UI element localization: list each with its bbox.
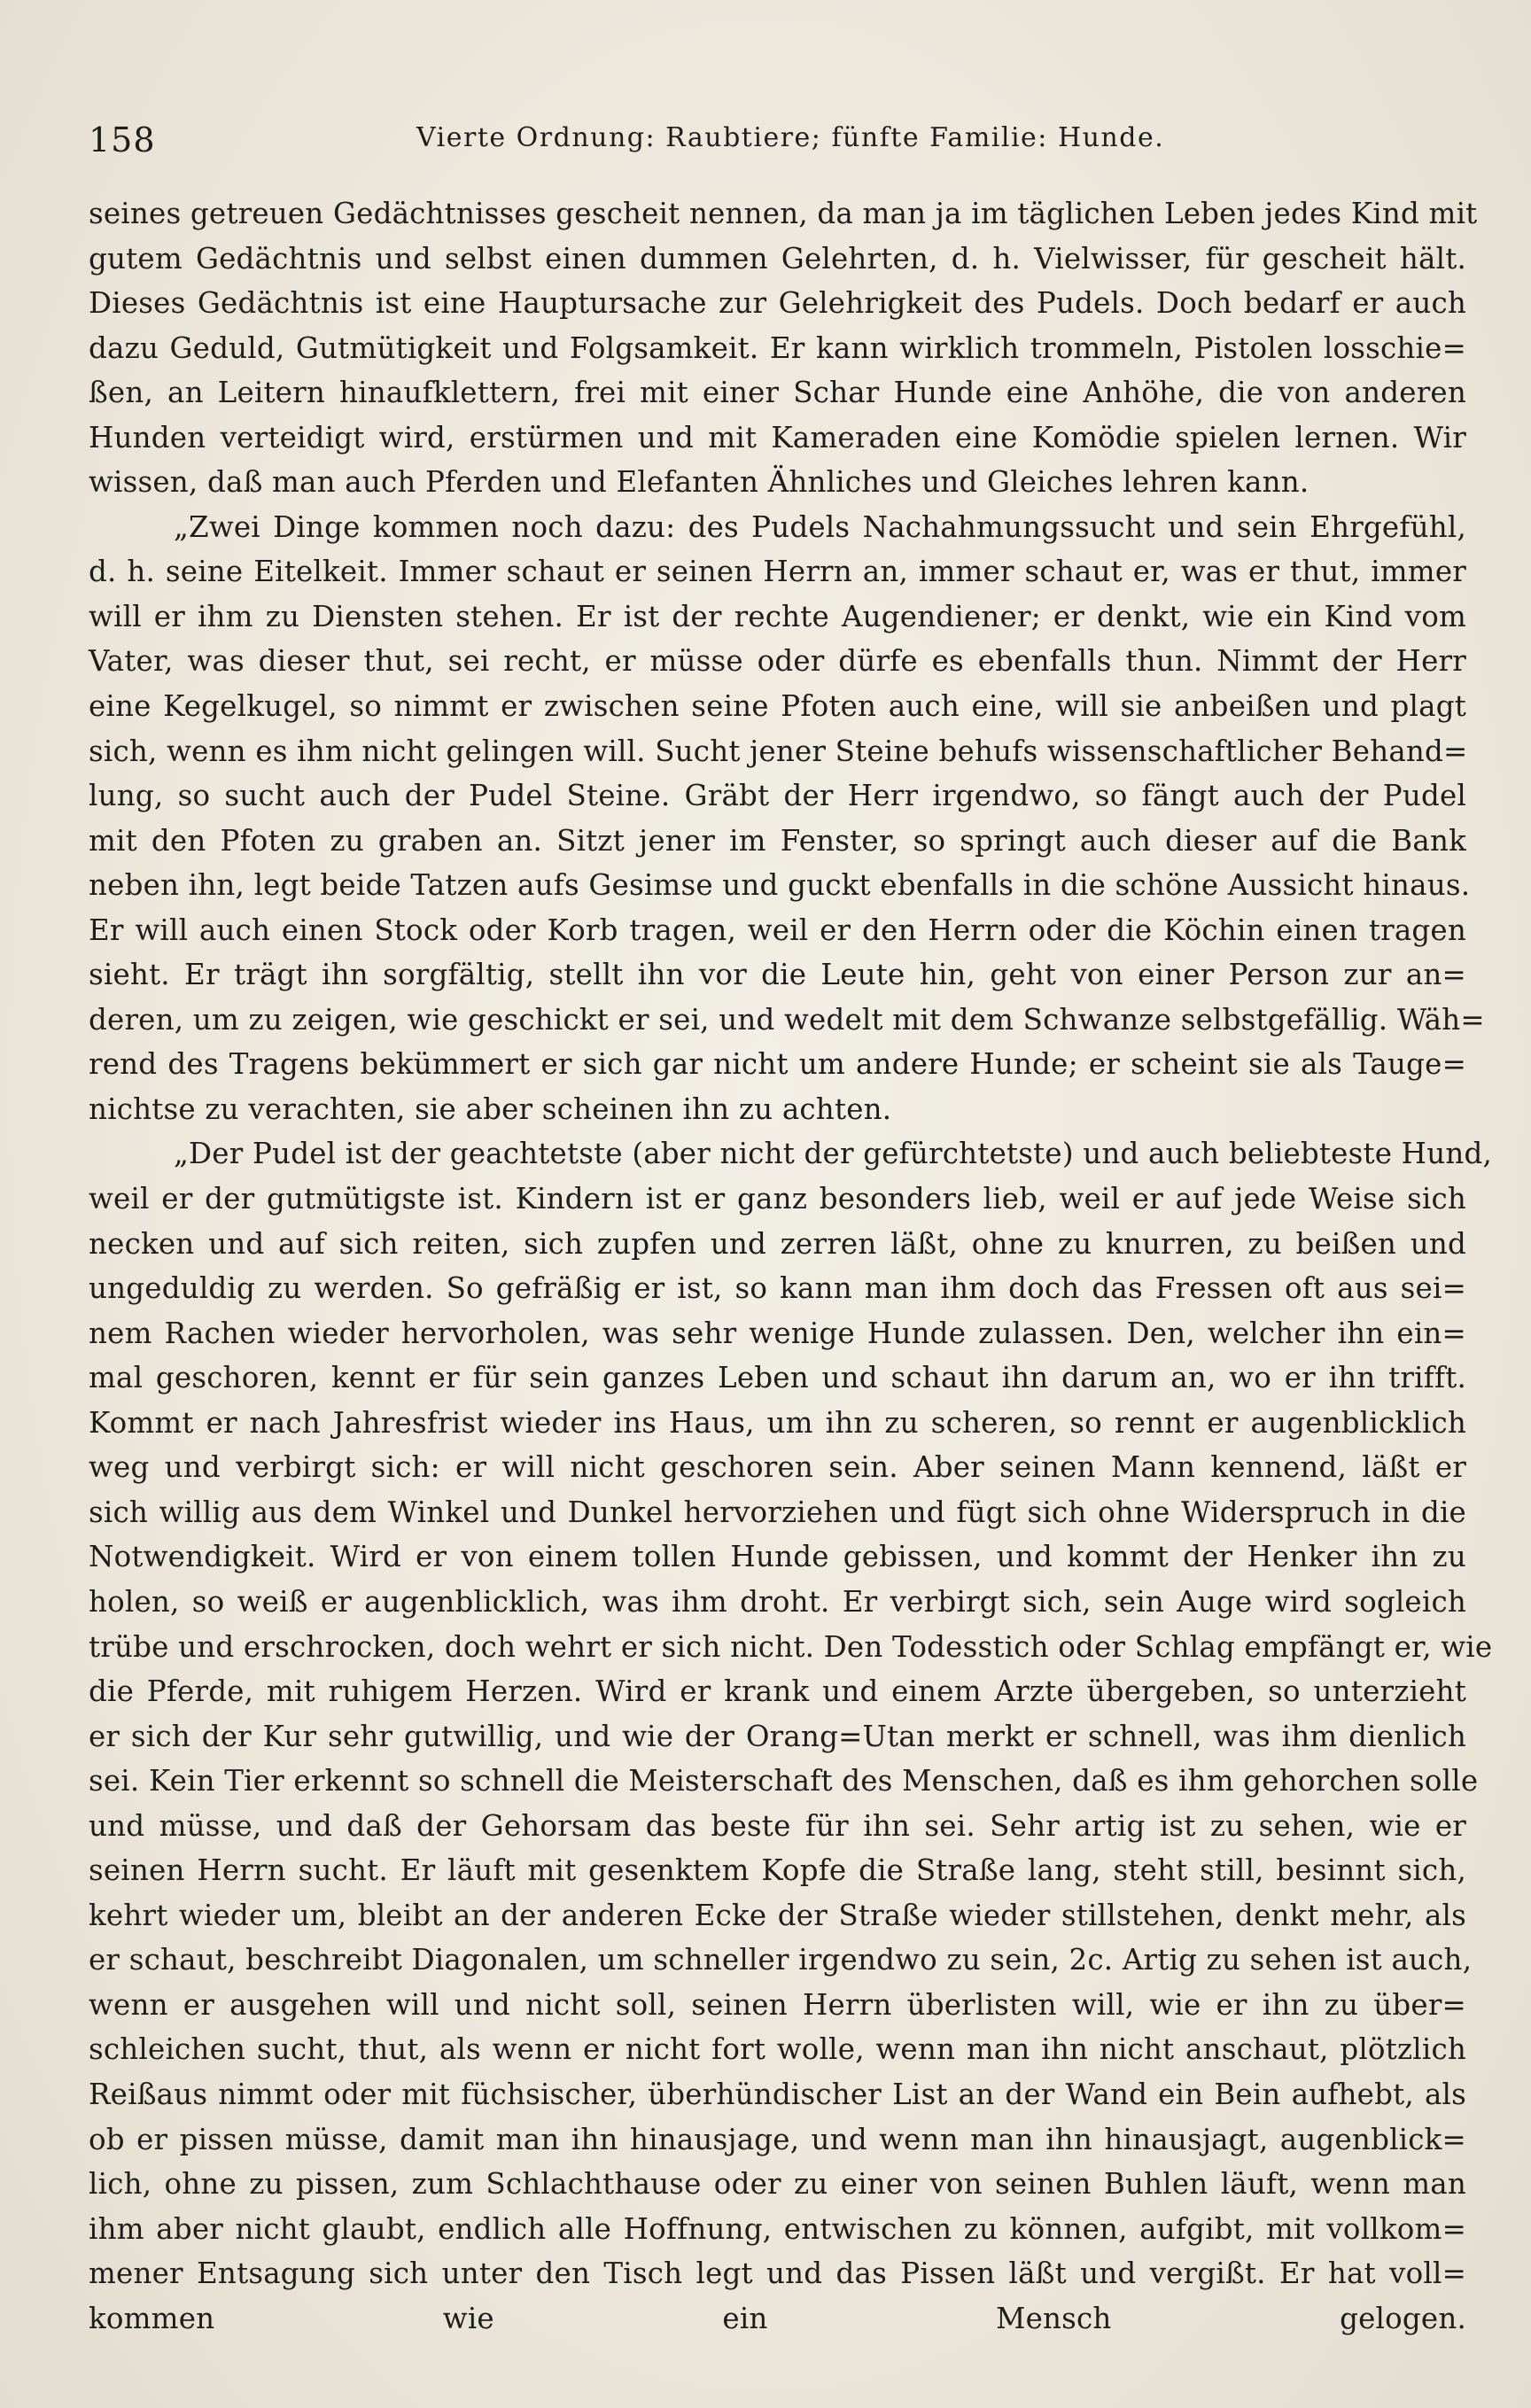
page-header: [89, 120, 1460, 174]
text-line: deren, um zu zeigen, wie geschickt er sei, und wedelt mit dem Schwanze selbstgefällig. Wäh=: [89, 1002, 1485, 1037]
text-line: mal geschoren, kennt er für sein ganzes Leben und schaut ihn darum an, wo er ihn trifft.: [89, 1361, 1466, 1395]
text-line: die Pferde, mit ruhigem Herzen. Wird er krank und einem Arzte übergeben, so unterzieht: [89, 1674, 1466, 1709]
text-line: sich, wenn es ihm nicht gelingen will. Sucht jener Steine behufs wissenschaftlicher Behand=: [89, 734, 1468, 768]
text-line: weil er der gutmütigste ist. Kindern ist er ganz besonders lieb, weil er auf jede Weise sich: [89, 1182, 1466, 1216]
text-line: sei. Kein Tier erkennt so schnell die Meisterschaft des Menschen, daß es ihm gehorchen solle: [89, 1764, 1479, 1798]
text-line: Reißaus nimmt oder mit füchsischer, überhündischer List an der Wand ein Bein aufhebt, als: [89, 2077, 1466, 2111]
text-line: eine Kegelkugel, so nimmt er zwischen seine Pfoten auch eine, will sie anbeißen und plagt: [89, 689, 1466, 724]
text-line: ßen, an Leitern hinaufklettern, frei mit einer Schar Hunde eine Anhöhe, die von anderen: [89, 376, 1466, 410]
text-line: d. h. seine Eitelkeit. Immer schaut er seinen Herrn an, immer schaut er, was er thut, immer: [89, 555, 1466, 589]
text-line: seinen Herrn sucht. Er läuft mit gesenktem Kopfe die Straße lang, steht still, besinnt sich,: [89, 1853, 1466, 1888]
text-line: wenn er ausgehen will und nicht soll, seinen Herrn überlisten will, wie er ihn zu über=: [89, 1987, 1466, 2022]
text-line: mener Entsagung sich unter den Tisch legt und das Pissen läßt und vergißt. Er hat voll=: [89, 2257, 1466, 2291]
text-line: sich willig aus dem Winkel und Dunkel hervorziehen und fügt sich ohne Widerspruch in die: [89, 1495, 1466, 1529]
text-line: neben ihn, legt beide Tatzen aufs Gesimse und guckt ebenfalls in die schöne Aussicht hinaus.: [89, 868, 1471, 903]
text-line: ihm aber nicht glaubt, endlich alle Hoffnung, entwischen zu können, aufgibt, mit vollkom=: [89, 2211, 1466, 2246]
text-line: gutem Gedächtnis und selbst einen dummen Gelehrten, d. h. Vielwisser, für gescheit hält.: [89, 241, 1466, 276]
text-line: lung, so sucht auch der Pudel Steine. Gräbt der Herr irgendwo, so fängt auch der Pudel: [89, 779, 1466, 813]
text-line: trübe und erschrocken, doch wehrt er sich nicht. Den Todesstich oder Schlag empfängt er, wie: [89, 1629, 1493, 1664]
text-line: holen, so weiß er augenblicklich, was ihm droht. Er verbirgt sich, sein Auge wird sogleich: [89, 1584, 1466, 1619]
page-number: 158: [89, 120, 156, 159]
text-line: rend des Tragens bekümmert er sich gar nicht um andere Hunde; er scheint sie als Tauge=: [89, 1047, 1466, 1082]
text-line: und müsse, und daß der Gehorsam das beste für ihn sei. Sehr artig ist zu sehen, wie er: [89, 1808, 1466, 1843]
text-line: er schaut, beschreibt Diagonalen, um schneller irgendwo zu sein, 2c. Artig zu sehen ist auch,: [89, 1943, 1473, 1977]
text-line: Er will auch einen Stock oder Korb tragen, weil er den Herrn oder die Köchin einen tragen: [89, 913, 1466, 947]
text-line: Notwendigkeit. Wird er von einem tollen Hunde gebissen, und kommt der Henker ihn zu: [89, 1540, 1466, 1574]
text-line: Dieses Gedächtnis ist eine Hauptursache zur Gelehrigkeit des Pudels. Doch bedarf er auch: [89, 286, 1466, 321]
text-line: weg und verbirgt sich: er will nicht geschoren sein. Aber seinen Mann kennend, läßt er: [89, 1450, 1466, 1485]
text-line: „Zwei Dinge kommen noch dazu: des Pudels Nachahmungssucht und sein Ehrgefühl,: [174, 509, 1466, 544]
text-line: mit den Pfoten zu graben an. Sitzt jener im Fenster, so springt auch dieser auf die Bank: [89, 823, 1466, 858]
text-line: Vater, was dieser thut, sei recht, er müsse oder dürfe es ebenfalls thun. Nimmt der Herr: [89, 644, 1466, 679]
text-line: [89, 2341, 1466, 2386]
text-line: wissen, daß man auch Pferden und Elefanten Ähnliches und Gleiches lehren kann.: [89, 465, 1310, 500]
body-text: [89, 191, 1493, 2386]
text-line: „Der Pudel ist der geachtetste (aber nicht der gefürchtetste) und auch beliebteste Hund,: [174, 1137, 1493, 1171]
text-line: Hunden verteidigt wird, erstürmen und mit Kameraden eine Komödie spielen lernen. Wir: [89, 420, 1466, 454]
text-line: nem Rachen wieder hervorholen, was sehr wenige Hunde zulassen. Den, welcher ihn ein=: [89, 1316, 1466, 1350]
text-line: er sich der Kur sehr gutwillig, und wie der Orang=Utan merkt er schnell, was ihm dienlich: [89, 1719, 1466, 1753]
text-line: kommen wie ein Mensch gelogen.: [89, 2301, 1466, 2335]
running-head: Vierte Ordnung: Raubtiere; fünfte Familie: Hunde.: [416, 122, 1165, 153]
text-line: Kommt er nach Jahresfrist wieder ins Haus, um ihn zu scheren, so rennt er augenblicklich: [89, 1405, 1466, 1440]
text-line: sieht. Er trägt ihn sorgfältig, stellt ihn vor die Leute hin, geht von einer Person zur an=: [89, 958, 1466, 992]
text-line: lich, ohne zu pissen, zum Schlachthause oder zu einer von seinen Buhlen läuft, wenn man: [89, 2167, 1466, 2202]
text-line: dazu Geduld, Gutmütigkeit und Folgsamkeit. Er kann wirklich trommeln, Pistolen losschie=: [89, 330, 1466, 365]
text-line: ungeduldig zu werden. So gefräßig er ist, so kann man ihm doch das Fressen oft aus sei=: [89, 1271, 1466, 1306]
text-line: schleichen sucht, thut, als wenn er nicht fort wolle, wenn man ihn nicht anschaut, plötzlich: [89, 2032, 1466, 2067]
text-line: will er ihm zu Diensten stehen. Er ist der rechte Augendiener; er denkt, wie ein Kind vom: [89, 599, 1466, 633]
text-line: seines getreuen Gedächtnisses gescheit nennen, da man ja im täglichen Leben jedes Kind mit: [89, 197, 1478, 230]
text-line: nichtse zu verachten, sie aber scheinen ihn zu achten.: [89, 1091, 892, 1126]
text-line: kehrt wieder um, bleibt an der anderen Ecke der Straße wieder stillstehen, denkt mehr, als: [89, 1898, 1466, 1932]
text-line: ob er pissen müsse, damit man ihn hinausjage, und wenn man ihn hinausjagt, augenblick=: [89, 2122, 1466, 2156]
text-line: necken und auf sich reiten, sich zupfen und zerren läßt, ohne zu knurren, zu beißen und: [89, 1226, 1466, 1261]
